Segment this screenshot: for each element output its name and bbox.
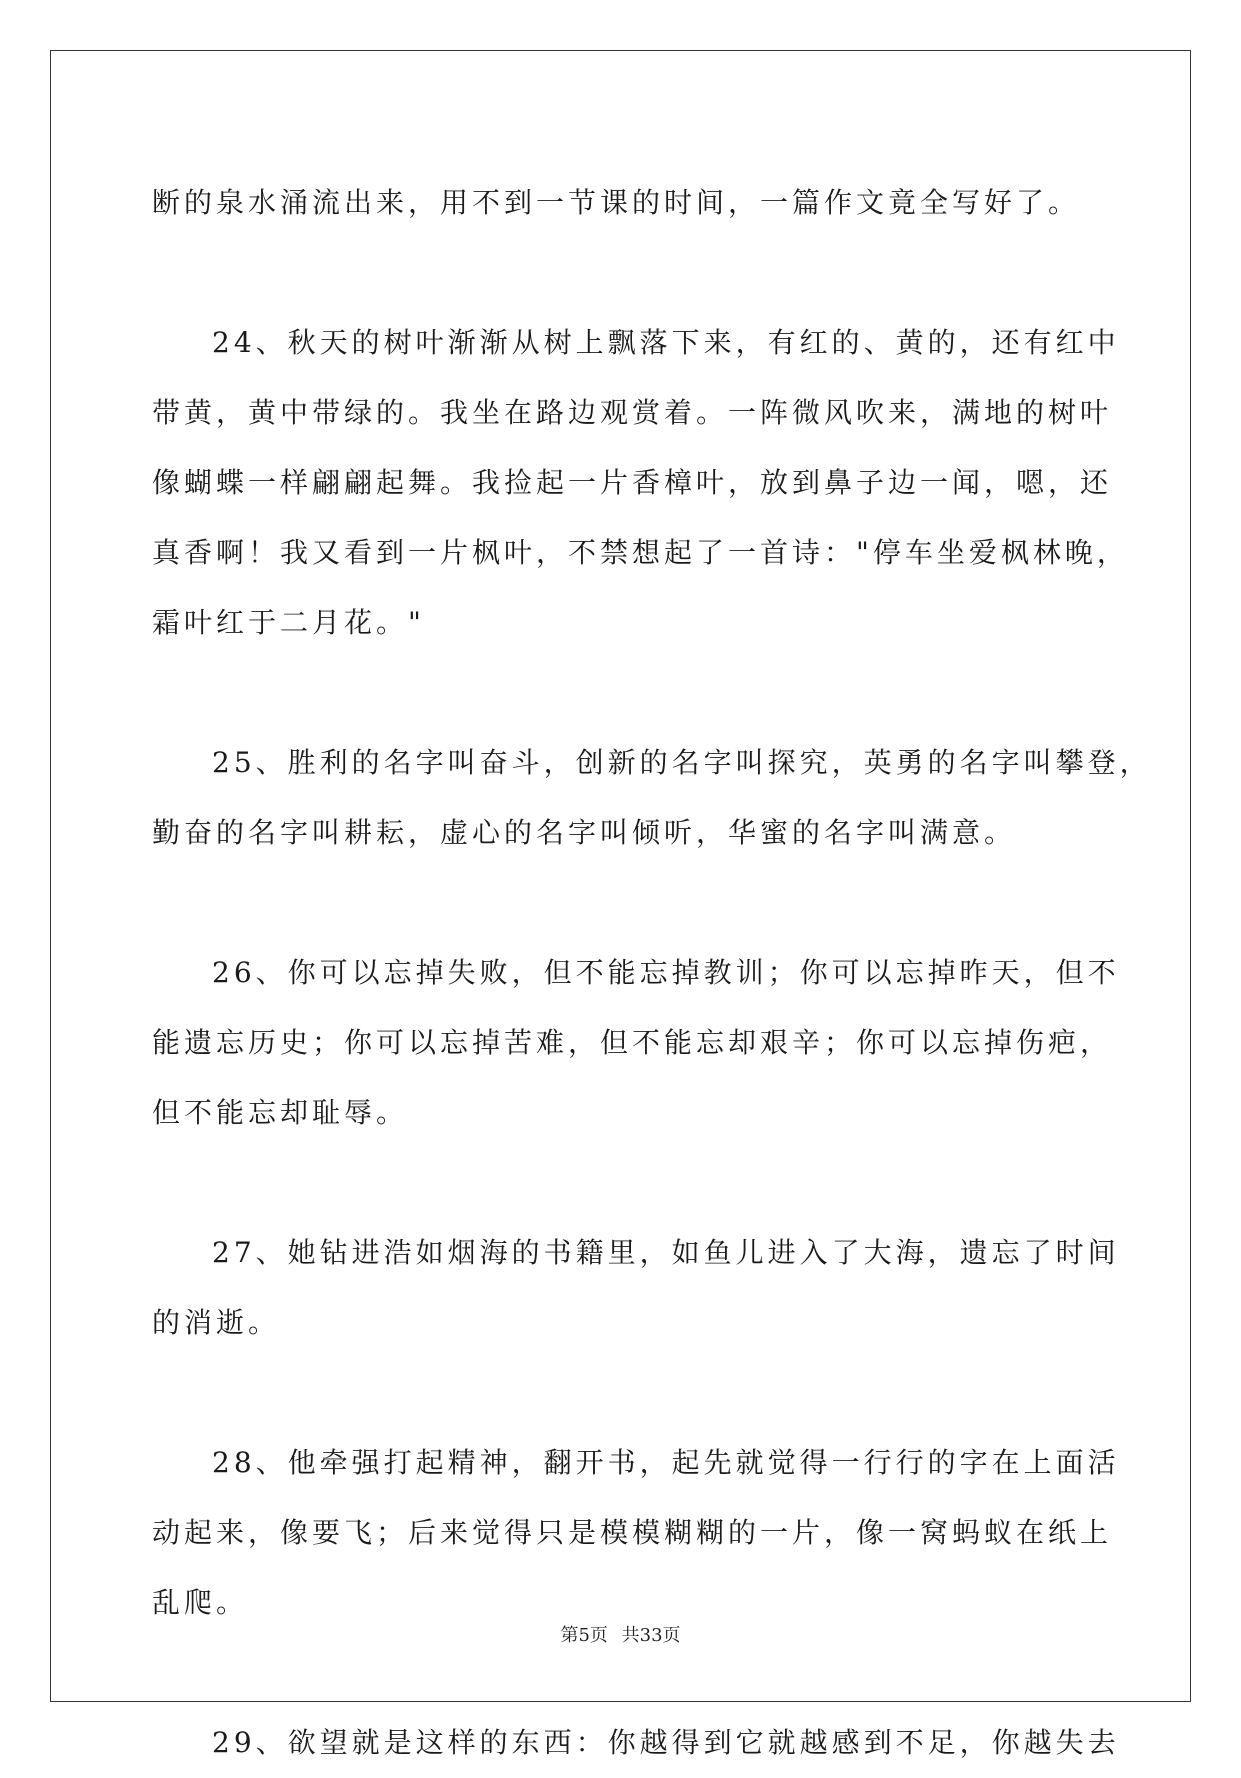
text-line: 动起来，像要飞；后来觉得只是模模糊糊的一片，像一窝蚂蚁在纸上: [152, 1516, 1113, 1549]
text-line: 24、秋天的树叶渐渐从树上飘落下来，有红的、黄的，还有红中: [212, 326, 1120, 359]
paragraph-gap: [152, 1638, 1092, 1708]
text-line: 像蝴蝶一样翩翩起舞。我捡起一片香樟叶，放到鼻子边一闻，嗯，还: [152, 466, 1113, 499]
text-line: 霜叶红于二月花。": [152, 606, 425, 639]
paragraph-gap: [152, 1148, 1092, 1218]
text-line: 真香啊！我又看到一片枫叶，不禁想起了一首诗："停车坐爱枫林晚，: [152, 536, 1129, 569]
paragraph-gap: [152, 658, 1092, 728]
text-line: 带黄，黄中带绿的。我坐在路边观赏着。一阵微风吹来，满地的树叶: [152, 396, 1113, 429]
paragraph-gap: [152, 868, 1092, 938]
text-line: 27、她钻进浩如烟海的书籍里，如鱼儿进入了大海，遗忘了时间: [212, 1236, 1120, 1269]
paragraph-gap: [152, 1358, 1092, 1428]
page-number: 第5页: [560, 1625, 608, 1646]
document-body: [152, 168, 1152, 1778]
text-line: 能遗忘历史；你可以忘掉苦难，但不能忘却艰辛；你可以忘掉伤疤，: [152, 1026, 1113, 1059]
text-line: 乱爬。: [152, 1586, 249, 1619]
text-line: 的消逝。: [152, 1306, 281, 1339]
text-line: 但不能忘却耻辱。: [152, 1096, 409, 1129]
paragraph-gap: [152, 238, 1092, 308]
page-total: 共33页: [621, 1625, 681, 1646]
text-line: 断的泉水涌流出来，用不到一节课的时间，一篇作文竟全写好了。: [152, 186, 1081, 219]
text-line: 28、他牵强打起精神，翻开书，起先就觉得一行行的字在上面活: [212, 1446, 1120, 1479]
text-line: 勤奋的名字叫耕耘，虚心的名字叫倾听，华蜜的名字叫满意。: [152, 816, 1017, 849]
text-line: 29、欲望就是这样的东西：你越得到它就越感到不足，你越失去: [212, 1726, 1120, 1759]
page-footer: [0, 1624, 1241, 1648]
text-line: 25、胜利的名字叫奋斗，创新的名字叫探究，英勇的名字叫攀登，: [212, 746, 1152, 779]
text-line: 26、你可以忘掉失败，但不能忘掉教训；你可以忘掉昨天，但不: [212, 956, 1120, 989]
